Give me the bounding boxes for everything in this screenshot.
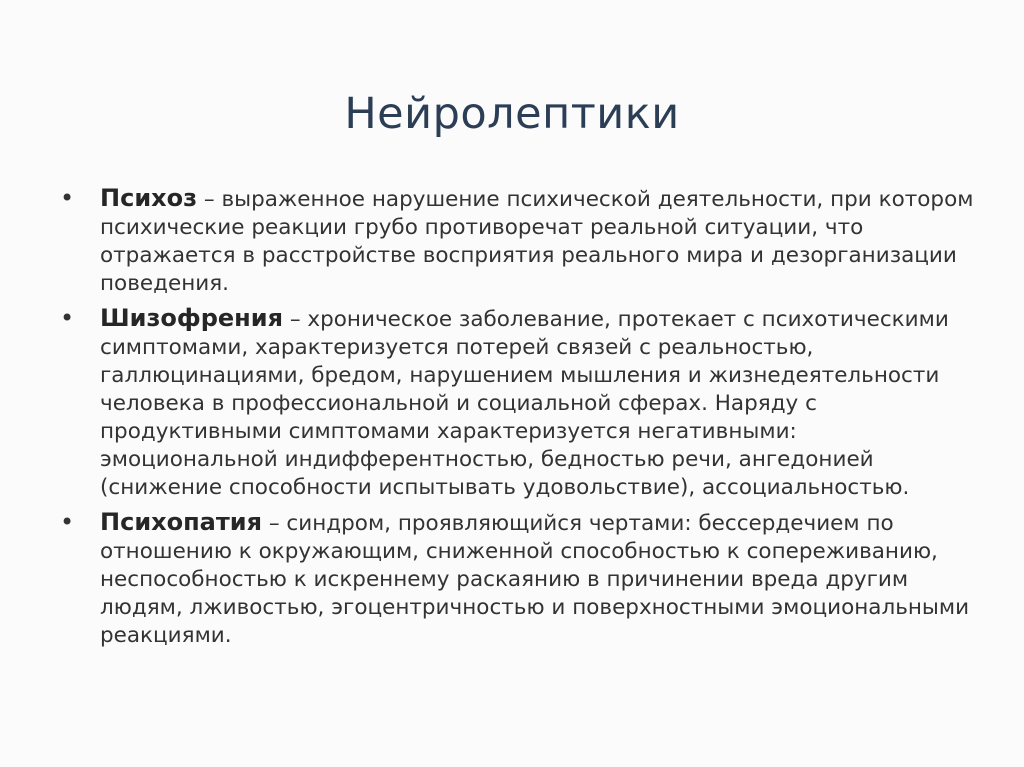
bullet-item-psychopathy: [60, 508, 980, 650]
bullet-item-psychosis: [60, 184, 980, 298]
definition-schizophrenia: – хроническое заболевание, протекает с психотическими симптомами, характеризуется потерей связей с реальностью, галлюцинациями, бредом, нарушением мышления и жизнедеятельности человека в профессиональной и социальной сферах. Наряду с продуктивными симптомами характеризуется негативными: эмоциональной индифферентностью, бедностью речи, ангедонией (снижение способности испытывать удовольствие), ассоциальностью.: [100, 307, 949, 500]
term-psychosis: Психоз: [100, 184, 198, 212]
term-psychopathy: Психопатия: [100, 508, 263, 536]
bullet-icon: •: [60, 184, 75, 212]
bullet-list: [60, 184, 980, 656]
term-schizophrenia: Шизофрения: [100, 304, 283, 332]
bullet-item-schizophrenia: [60, 304, 980, 502]
bullet-icon: •: [60, 508, 75, 536]
definition-psychosis: – выраженное нарушение психической деятельности, при котором психические реакции грубо противоречат реальной ситуации, что отражается в расстройстве восприятия реального мира и дезорганизации поведения.: [100, 187, 974, 296]
definition-psychopathy: – синдром, проявляющийся чертами: бессердечием по отношению к окружающим, сниженной способностью к сопереживанию, неспособностью к искреннему раскаянию в причинении вреда другим людям, лживостью, эгоцентричностью и поверхностными эмоциональными реакциями.: [100, 511, 970, 648]
slide-title: Нейролептики: [344, 88, 680, 139]
bullet-icon: •: [60, 304, 75, 332]
